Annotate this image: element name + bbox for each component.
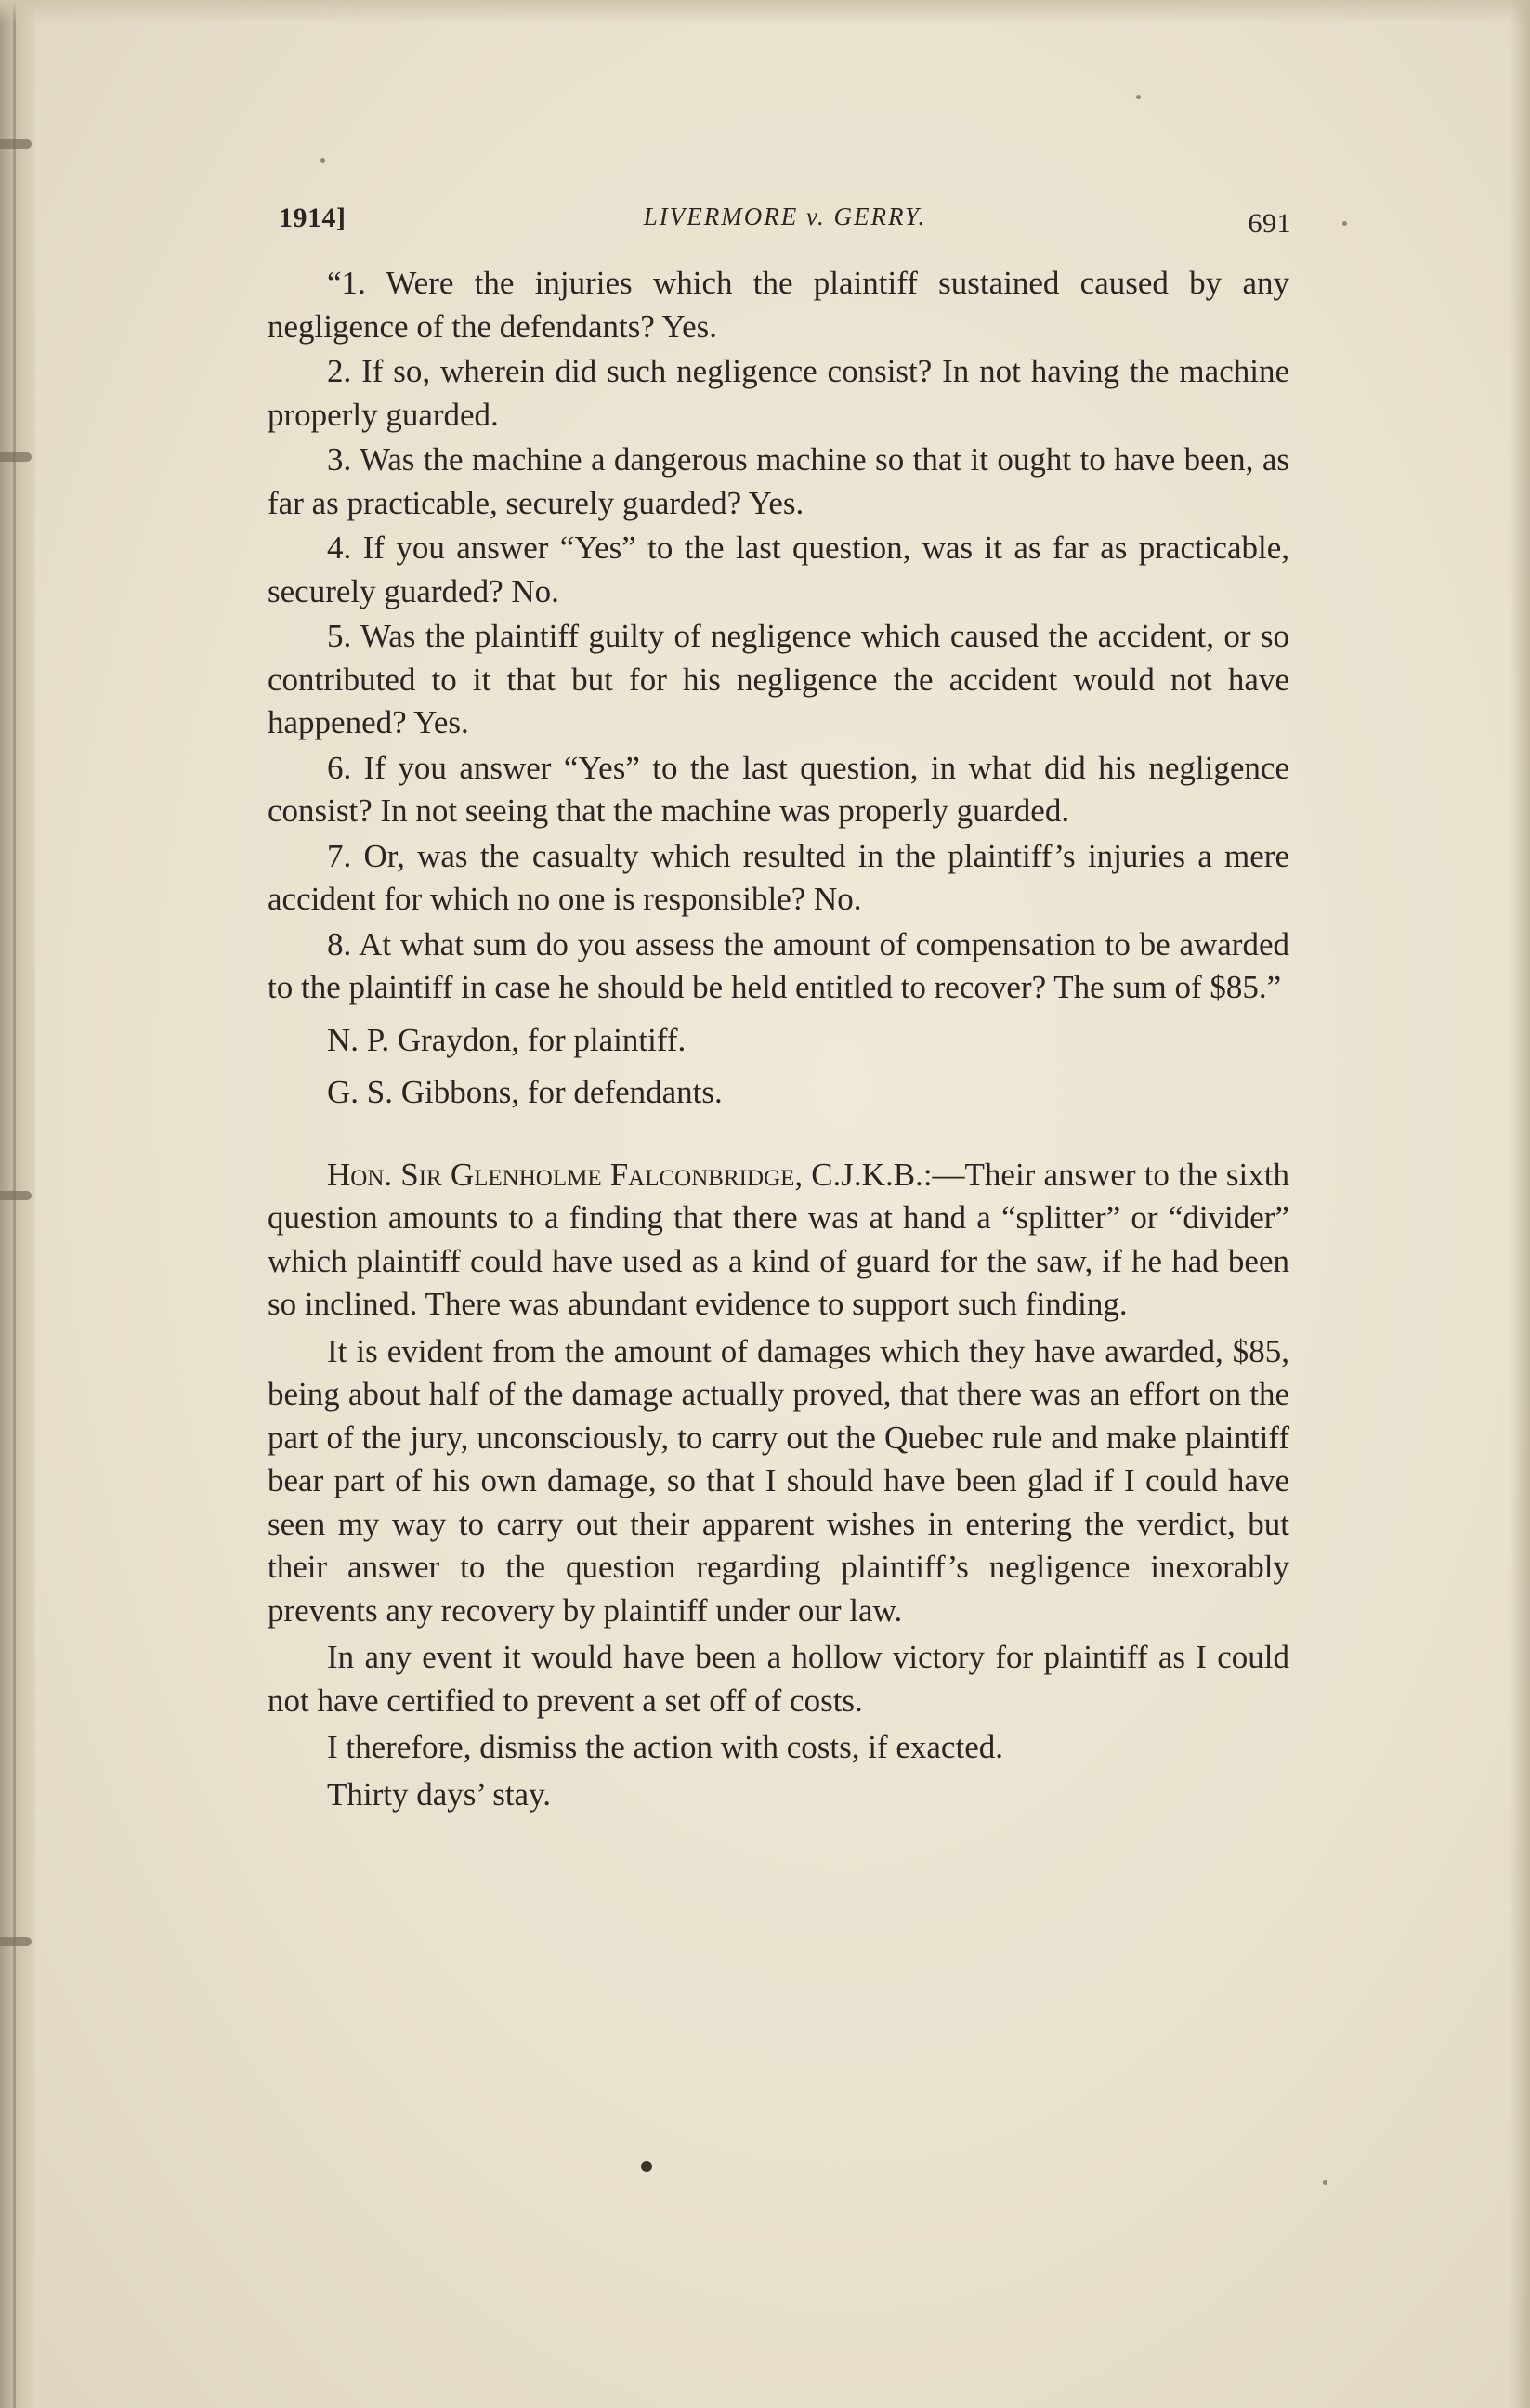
right-page-edge bbox=[1510, 0, 1530, 2408]
judgment-paragraph: In any event it would have been a hollow victory for plaintiff as I could not have certified to prevent a set off of costs. bbox=[268, 1639, 1289, 1719]
jury-question-2: 2. If so, wherein did such negligence consist? In not having the machine properly guarded. bbox=[268, 353, 1289, 433]
binding-line bbox=[13, 0, 16, 2408]
binding-tab-mark bbox=[0, 452, 32, 462]
binding-tab-mark bbox=[0, 139, 32, 149]
paper-speck bbox=[1342, 221, 1347, 226]
judgment-paragraph: It is evident from the amount of damages which they have awarded, $85, being about half of the damage actually proved, that there was an effort on the part of the jury, unconsciously, to carry out the Quebec rule and make plaintiff bear part of his own damage, so that I should have been glad if I could have seen my way to carry out their apparent wishes in entering the verdict, but their answer to the question regarding plaintiff’s negligence inexorably prevents any recovery by plaintiff under our law. bbox=[268, 1332, 1289, 1629]
judgment-paragraph: Thirty days’ stay. bbox=[327, 1775, 552, 1813]
paper-speck bbox=[320, 158, 325, 163]
jury-question-7: 7. Or, was the casualty which resulted in the plaintiff’s injuries a mere accident for which no one is responsible? No. bbox=[268, 837, 1289, 917]
page-number: 691 bbox=[1248, 208, 1291, 239]
judgment-opening-text: Their answer to the sixth question amounts to a finding that there was at hand a “splitter” or “divider” which plaintiff could have used as a kind of guard for the saw, if he had been so inclined. There was abundant evidence to support such finding. bbox=[268, 1156, 1289, 1322]
judge-name: Hon. Sir Glenholme Falconbridge, C.J.K.B. bbox=[327, 1156, 923, 1193]
top-page-edge bbox=[0, 0, 1530, 24]
jury-question-3: 3. Was the machine a dangerous machine so that it ought to have been, as far as practicable, securely guarded? Yes. bbox=[268, 441, 1289, 521]
judgment-paragraph: I therefore, dismiss the action with costs, if exacted. bbox=[327, 1729, 1003, 1765]
binding-edge bbox=[0, 0, 35, 2408]
ink-dot bbox=[641, 2161, 652, 2172]
counsel-for-defendants: G. S. Gibbons, for defendants. bbox=[327, 1074, 723, 1110]
binding-tab-mark bbox=[0, 1191, 32, 1200]
running-header bbox=[279, 195, 1291, 251]
jury-question-8: 8. At what sum do you assess the amount of compensation to be awarded to the plaintiff in case he should be held entitled to recover? The sum of $85.” bbox=[268, 925, 1289, 1005]
jury-question-1: “1. Were the injuries which the plaintiff sustained caused by any negligence of the defendants? Yes. bbox=[268, 265, 1289, 345]
header-year: 1914] bbox=[279, 203, 347, 233]
binding-tab-mark bbox=[0, 1937, 32, 1946]
paper-speck bbox=[1136, 95, 1141, 99]
running-title: LIVERMORE v. GERRY. bbox=[643, 203, 927, 230]
paper-speck bbox=[1323, 2180, 1327, 2185]
page-body bbox=[268, 262, 1289, 1816]
judge-separator: :— bbox=[922, 1156, 965, 1193]
jury-question-6: 6. If you answer “Yes” to the last question, in what did his negligence consist? In not seeing that the machine was properly guarded. bbox=[268, 749, 1289, 829]
counsel-for-plaintiff: N. P. Graydon, for plaintiff. bbox=[327, 1021, 687, 1058]
jury-question-4: 4. If you answer “Yes” to the last question, was it as far as practicable, securely guarded? No. bbox=[268, 530, 1289, 609]
jury-question-5: 5. Was the plaintiff guilty of negligence which caused the accident, or so contributed to it that but for his negligence the accident would not have happened? Yes. bbox=[268, 618, 1289, 740]
judgment-opening bbox=[268, 1154, 1289, 1327]
